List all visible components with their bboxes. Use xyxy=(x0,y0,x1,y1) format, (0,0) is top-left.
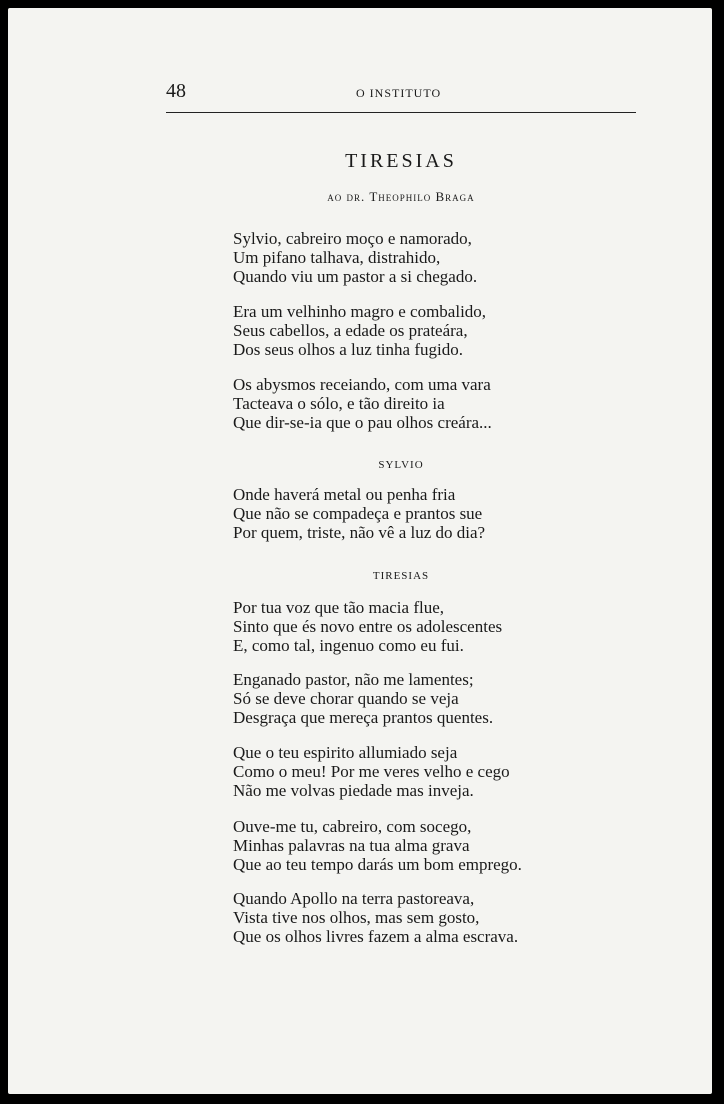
verse-line: Que dir-se-ia que o pau olhos creára... xyxy=(233,413,492,432)
verse-line: Enganado pastor, não me lamentes; xyxy=(233,670,474,689)
verse-line: Seus cabellos, a edade os prateára, xyxy=(233,321,468,340)
verse-line: Que ao teu tempo darás um bom emprego. xyxy=(233,855,522,874)
verse-line: Desgraça que mereça prantos quentes. xyxy=(233,708,494,727)
stanza-2 xyxy=(233,302,486,359)
verse-line: Ouve-me tu, cabreiro, com socego, xyxy=(233,817,472,836)
verse-line: Onde haverá metal ou penha fria xyxy=(233,485,456,504)
verse-line: Os abysmos receiando, com uma vara xyxy=(233,375,491,394)
stanza-5 xyxy=(233,598,502,655)
page-header xyxy=(166,78,636,108)
stanza-9 xyxy=(233,889,518,946)
poem-dedication: ao dr. Theophilo Braga xyxy=(327,189,475,204)
verse-line: Sinto que és novo entre os adolescentes xyxy=(233,617,503,636)
header-rule xyxy=(166,112,636,113)
stanza-6 xyxy=(233,670,493,727)
verse-line: Que os olhos livres fazem a alma escrava. xyxy=(233,927,519,946)
verse-line: Como o meu! Por me veres velho e cego xyxy=(233,762,510,781)
verse-line: Minhas palavras na tua alma grava xyxy=(233,836,470,855)
stanza-4 xyxy=(233,485,485,542)
verse-line: Que o teu espirito allumiado seja xyxy=(233,743,458,762)
verse-line: Sylvio, cabreiro moço e namorado, xyxy=(233,229,472,248)
stanza-7 xyxy=(233,743,510,800)
verse-line: Era um velhinho magro e combalido, xyxy=(233,302,487,321)
verse-line: Dos seus olhos a luz tinha fugido. xyxy=(233,340,463,359)
stanza-3 xyxy=(233,375,492,432)
verse-line: Quando Apollo na terra pastoreava, xyxy=(233,889,475,908)
verse-line: Por tua voz que tão macia flue, xyxy=(233,598,445,617)
verse-line: E, como tal, ingenuo como eu fui. xyxy=(233,636,464,655)
verse-line: Só se deve chorar quando se veja xyxy=(233,689,459,708)
speaker-label: SYLVIO xyxy=(378,459,424,471)
verse-line: Por quem, triste, não vê a luz do dia? xyxy=(233,523,486,542)
verse-line: Não me volvas piedade mas inveja. xyxy=(233,781,474,800)
speaker-label: TIRESIAS xyxy=(372,570,430,582)
verse-line: Quando viu um pastor a si chegado. xyxy=(233,267,478,286)
page-number: 48 xyxy=(166,80,186,102)
stanza-1 xyxy=(233,229,477,286)
verse-line: Tacteava o sólo, e tão direito ia xyxy=(233,394,445,413)
running-title: O INSTITUTO xyxy=(356,86,442,100)
verse-line: Que não se compadeça e prantos sue xyxy=(233,504,483,523)
verse-line: Um pifano talhava, distrahido, xyxy=(233,248,441,267)
poem-title: TIRESIAS xyxy=(345,150,457,172)
verse-line: Vista tive nos olhos, mas sem gosto, xyxy=(233,908,480,927)
stanza-8 xyxy=(233,817,522,874)
